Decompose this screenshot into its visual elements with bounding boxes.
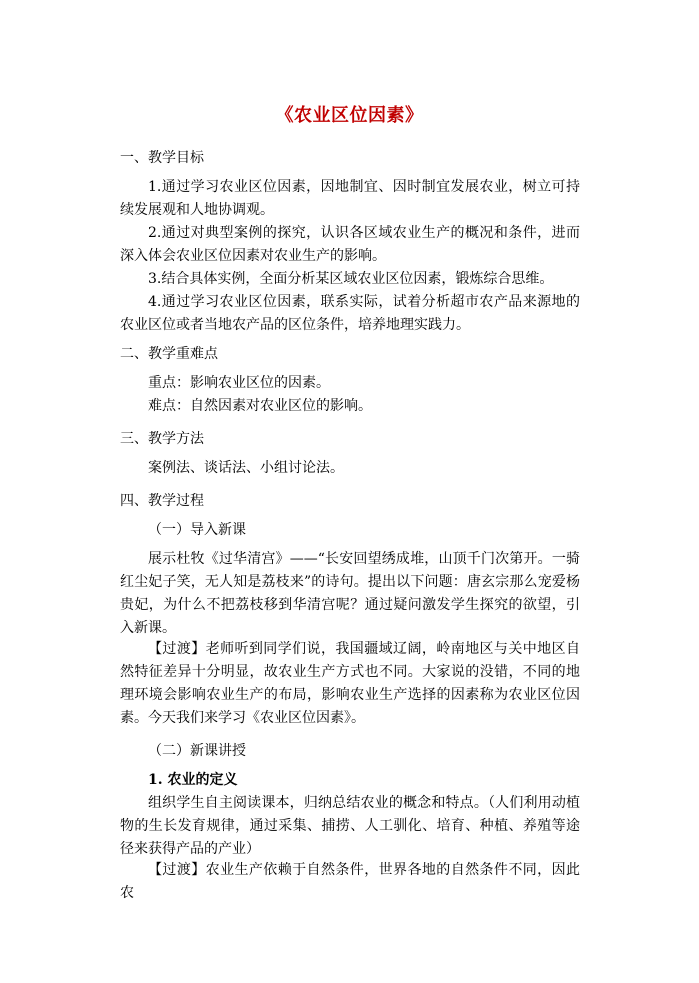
intro-paragraph: 展示杜牧《过华清宫》——“长安回望绣成堆，山顶千门次第开。一骑红尘妃子笑，无人知是荔枝来”的诗句。提出以下问题：唐玄宗那么宠爱杨贵妃，为什么不把荔枝移到华清宫呢？通过疑问激发学生探究的欲望，引入新课。 [120, 551, 580, 636]
subsection-heading-intro: （一）导入新课 [148, 522, 246, 538]
section-heading-objectives: 一、教学目标 [120, 150, 204, 166]
methods-paragraph: 案例法、谈话法、小组讨论法。 [148, 460, 344, 476]
transition-paragraph-2: 【过渡】农业生产依赖于自然条件，世界各地的自然条件不同，因此农 [120, 862, 580, 901]
section-heading-key-points: 二、教学重难点 [120, 346, 218, 362]
objective-paragraph-2: 2.通过对典型案例的探究，认识各区域农业生产的概况和条件，进而深入体会农业区位因素对农业生产的影响。 [120, 225, 580, 264]
transition-paragraph-1: 【过渡】老师听到同学们说，我国疆域辽阔，岭南地区与关中地区自然特征差异十分明显，故农业生产方式也不同。大家说的没错，不同的地理环境会影响农业生产的布局，影响农业生产选择的因素称为农业区位因素。今天我们来学习《农业区位因素》。 [120, 641, 580, 726]
objective-paragraph-3: 3.结合具体实例，全面分析某区域农业区位因素，锻炼综合思维。 [148, 271, 554, 287]
objective-paragraph-4: 4.通过学习农业区位因素，联系实际，试着分析超市农产品来源地的农业区位或者当地农产品的区位条件，培养地理实践力。 [120, 294, 580, 333]
document-title: 《农业区位因素》 [275, 105, 424, 126]
section-heading-methods: 三、教学方法 [120, 431, 204, 447]
topic-heading-agriculture-definition: 1. 农业的定义 [148, 772, 238, 788]
objective-paragraph-1: 1.通过学习农业区位因素，因地制宜、因时制宜发展农业，树立可持续发展观和人地协调观。 [120, 179, 580, 218]
key-point-paragraph: 重点：影响农业区位的因素。 [148, 375, 330, 391]
section-heading-process: 四、教学过程 [120, 493, 204, 509]
definition-paragraph: 组织学生自主阅读课本，归纳总结农业的概念和特点。（人们利用动植物的生长发育规律，通过采集、捕捞、人工驯化、培育、种植、养殖等途径来获得产品的产业） [120, 795, 580, 857]
difficult-point-paragraph: 难点：自然因素对农业区位的影响。 [148, 398, 372, 414]
subsection-heading-lecture: （二）新课讲授 [148, 743, 246, 759]
